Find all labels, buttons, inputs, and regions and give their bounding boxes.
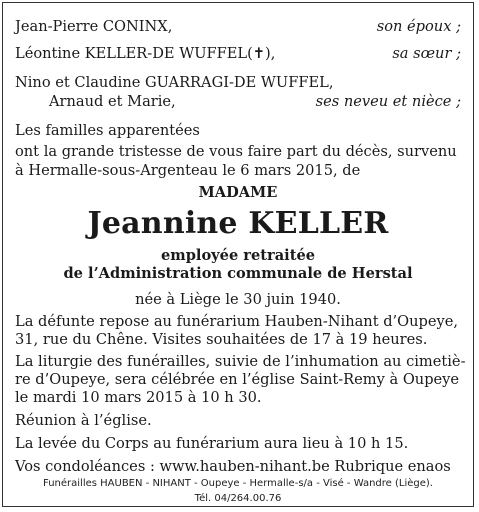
detail-line: Réunion à l’église. bbox=[15, 412, 152, 429]
title-madame: MADAME bbox=[198, 184, 278, 201]
family-relation: ses neveu et nièce ; bbox=[315, 93, 461, 110]
intro-line: à Hermalle-sous-Argenteau le 6 mars 2015, de bbox=[15, 162, 361, 179]
family-line-nephews bbox=[15, 74, 461, 92]
family-line-sister bbox=[15, 45, 461, 63]
family-name: Arnaud et Marie, bbox=[49, 93, 176, 110]
family-line-nephews-cont bbox=[15, 93, 461, 111]
detail-line: 31, rue du Chêne. Visites souhaitées de 17 à 19 heures. bbox=[15, 331, 428, 348]
obituary-notice bbox=[2, 2, 474, 507]
detail-line: La défunte repose au funérarium Hauben-Nihant d’Oupeye, bbox=[15, 313, 459, 330]
family-relation: sa sœur ; bbox=[392, 45, 461, 62]
detail-line: La levée du Corps au funérarium aura lieu à 10 h 15. bbox=[15, 435, 409, 452]
condolences-line: Vos condoléances : www.hauben-nihant.be Rubrique enaos bbox=[15, 458, 451, 475]
birth-line: née à Liège le 30 juin 1940. bbox=[135, 291, 341, 308]
family-name: Jean-Pierre CONINX, bbox=[15, 18, 173, 35]
family-line-spouse bbox=[15, 18, 461, 36]
family-name: Léontine KELLER-DE WUFFEL(✝), bbox=[15, 45, 276, 62]
intro-line: Les familles apparentées bbox=[15, 122, 200, 139]
detail-line: le mardi 10 mars 2015 à 10 h 30. bbox=[15, 389, 262, 406]
intro-line: ont la grande tristesse de vous faire part du décès, survenu bbox=[15, 143, 457, 160]
role-line: de l’Administration communale de Herstal bbox=[63, 265, 413, 282]
family-relation: son époux ; bbox=[376, 18, 461, 35]
phone-line: Tél. 04/264.00.76 bbox=[194, 493, 282, 504]
family-name: Nino et Claudine GUARRAGI-DE WUFFEL, bbox=[15, 74, 334, 91]
funeral-home-line: Funérailles HAUBEN - NIHANT - Oupeye - Hermalle-s/a - Visé - Wandre (Liège). bbox=[42, 478, 433, 489]
role-line: employée retraitée bbox=[160, 247, 316, 264]
deceased-name: Jeannine KELLER bbox=[87, 206, 389, 241]
detail-line: La liturgie des funérailles, suivie de l’inhumation au cimetiè- bbox=[15, 353, 466, 370]
detail-line: re d’Oupeye, sera célébrée en l’église Saint-Remy à Oupeye bbox=[15, 371, 460, 388]
